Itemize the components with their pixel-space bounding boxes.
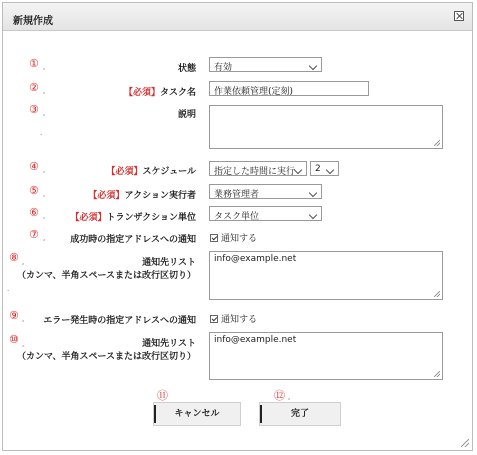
marker-dot: , — [43, 166, 46, 174]
status-value: 有効 — [214, 63, 233, 73]
marker-3: ③ — [29, 103, 39, 116]
status-label: 状態 — [177, 64, 196, 74]
marker-12: ⑫ — [274, 389, 285, 402]
chevron-down-icon — [294, 166, 302, 174]
cancel-button-label: キャンセル — [174, 409, 220, 419]
marker-dot: , — [288, 393, 291, 401]
chevron-down-icon — [309, 211, 317, 219]
marker-11: ⑪ — [157, 389, 168, 402]
success-list-textarea[interactable] — [209, 251, 443, 300]
marker-10: ⑩ — [9, 333, 19, 346]
marker-dot: , — [43, 212, 46, 220]
button-accent-bar — [260, 405, 262, 423]
required-mark: 【必須】 — [106, 167, 143, 177]
done-button[interactable] — [259, 402, 341, 426]
error-notify-label: エラー発生時の指定アドレスへの通知 — [43, 316, 196, 326]
schedule-label-text: スケジュール — [142, 167, 196, 177]
task-name-label-text: タスク名 — [159, 88, 196, 98]
error-notify-checkbox-label: 通知する — [221, 315, 258, 325]
checkbox-checked-icon — [210, 234, 218, 242]
required-mark: 【必須】 — [88, 191, 125, 201]
error-list-value: info@example.net — [214, 335, 297, 345]
transaction-unit-value: タスク単位 — [214, 212, 260, 222]
task-name-label — [124, 85, 196, 98]
schedule-type-value: 指定した時間に実行 — [214, 167, 296, 177]
marker-dot: , — [43, 109, 46, 117]
status-select[interactable] — [209, 57, 322, 72]
required-mark: 【必須】 — [70, 213, 107, 223]
marker-9: ⑨ — [9, 309, 19, 322]
error-notify-checkbox[interactable] — [210, 312, 257, 325]
schedule-type-select[interactable] — [209, 161, 307, 176]
success-notify-checkbox-label: 通知する — [221, 234, 258, 244]
task-name-input[interactable] — [209, 81, 369, 96]
cancel-button[interactable] — [153, 402, 241, 426]
chevron-down-icon — [309, 189, 317, 197]
error-list-label: 通知先リスト — [142, 339, 196, 349]
marker-dot: , — [43, 87, 46, 95]
resize-grip-icon[interactable] — [434, 291, 440, 297]
resize-grip-icon[interactable] — [434, 371, 440, 377]
marker-2: ② — [29, 81, 39, 94]
success-list-label: 通知先リスト — [142, 258, 196, 268]
action-executor-value: 業務管理者 — [214, 190, 260, 200]
transaction-unit-label — [71, 210, 196, 223]
chevron-down-icon — [309, 62, 317, 70]
success-notify-checkbox[interactable] — [210, 231, 257, 244]
checkbox-checked-icon — [210, 315, 218, 323]
transaction-unit-label-text: トランザクション単位 — [106, 213, 196, 223]
description-label: 説明 — [177, 110, 196, 120]
action-executor-label-text: アクション実行者 — [124, 191, 196, 201]
action-executor-label — [88, 188, 196, 201]
marker-dot: , — [22, 315, 25, 323]
marker-6: ⑥ — [29, 206, 39, 219]
button-accent-bar — [154, 405, 156, 423]
success-list-value: info@example.net — [214, 254, 297, 264]
marker-8: ⑧ — [9, 251, 19, 264]
schedule-hour-select[interactable] — [310, 161, 339, 176]
done-button-label: 完了 — [290, 409, 309, 419]
task-name-value: 作業依頼管理(定刻) — [214, 87, 294, 97]
success-notify-label: 成功時の指定アドレスへの通知 — [70, 235, 196, 245]
error-list-hint: （カンマ、半角スペースまたは改行区切り） — [16, 352, 196, 362]
description-textarea[interactable] — [209, 105, 443, 149]
marker-5: ⑤ — [29, 184, 39, 197]
new-task-dialog — [2, 2, 473, 451]
close-icon[interactable] — [454, 11, 464, 21]
action-executor-select[interactable] — [209, 184, 322, 199]
schedule-label — [107, 164, 196, 177]
marker-4: ④ — [29, 160, 39, 173]
transaction-unit-select[interactable] — [209, 206, 322, 221]
dialog-resize-grip-icon[interactable] — [461, 439, 469, 447]
marker-dot: , — [22, 340, 25, 348]
marker-7: ⑦ — [29, 228, 39, 241]
dialog-titlebar — [3, 3, 472, 31]
marker-dot: , — [43, 190, 46, 198]
error-list-textarea[interactable] — [209, 332, 443, 380]
marker-dot: , — [43, 63, 46, 71]
schedule-hour-value: 2 — [315, 164, 321, 174]
marker-1: ① — [29, 57, 39, 70]
success-list-hint: （カンマ、半角スペースまたは改行区切り） — [16, 271, 196, 281]
marker-dot: , — [22, 258, 25, 266]
marker-dot: . — [7, 285, 10, 293]
chevron-down-icon — [326, 166, 334, 174]
dialog-title: 新規作成 — [13, 16, 53, 27]
marker-dot: . — [40, 129, 43, 137]
required-mark: 【必須】 — [123, 88, 160, 98]
resize-grip-icon[interactable] — [434, 140, 440, 146]
marker-dot: , — [43, 234, 46, 242]
